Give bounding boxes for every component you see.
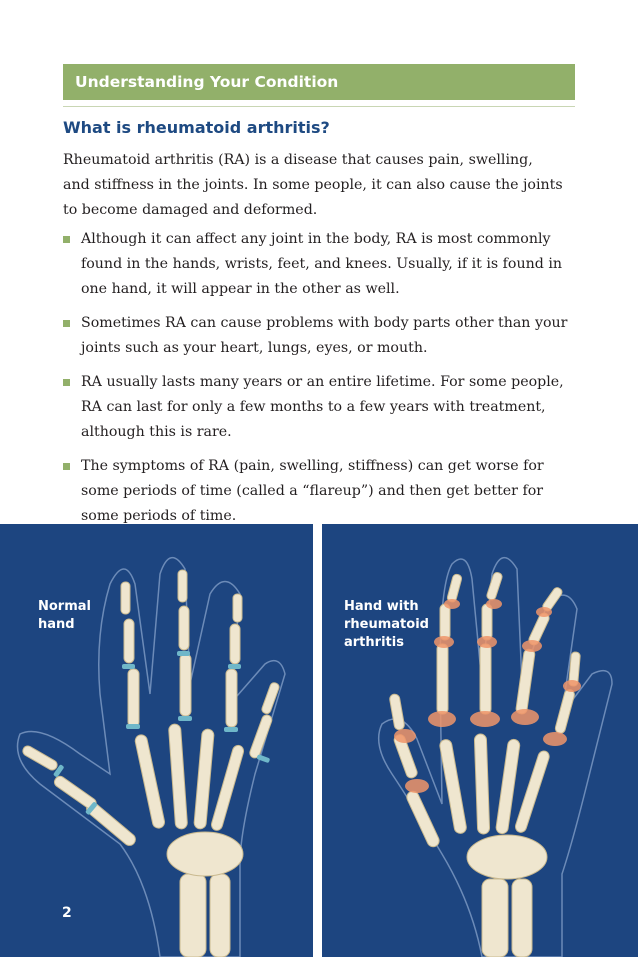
normal-hand-skeleton-illustration xyxy=(0,524,313,957)
section-header: Understanding Your Condition xyxy=(63,64,575,100)
page-number: 2 xyxy=(62,905,72,921)
bullet-item xyxy=(63,311,575,361)
page-title: What is rheumatoid arthritis? xyxy=(63,118,330,137)
intro-paragraph: Rheumatoid arthritis (RA) is a disease that causes pain, swelling, and stiffness in the joints. In some people, it can also cause the joints to become damaged and deformed. xyxy=(63,152,563,218)
square-bullet-icon xyxy=(63,320,70,327)
normal-hand-panel xyxy=(0,524,313,957)
bullet-item xyxy=(63,454,575,529)
normal-hand-label: Normal hand xyxy=(38,599,91,632)
ra-hand-label: Hand with rheumatoid arthritis xyxy=(344,599,429,650)
square-bullet-icon xyxy=(63,463,70,470)
bullet-text: The symptoms of RA (pain, swelling, stiffness) can get worse for some periods of time (called a “flareup”) and then get better for some periods of time. xyxy=(81,458,544,524)
square-bullet-icon xyxy=(63,379,70,386)
bullet-text: Sometimes RA can cause problems with body parts other than your joints such as your heart, lungs, eyes, or mouth. xyxy=(81,315,568,356)
bullet-item xyxy=(63,370,575,445)
ra-hand-skeleton-illustration xyxy=(322,524,638,957)
header-divider xyxy=(63,106,575,107)
bullet-text: RA usually lasts many years or an entire lifetime. For some people, RA can last for only a few months to a few years with treatment, although this is rare. xyxy=(81,374,564,440)
bullet-text: Although it can affect any joint in the body, RA is most commonly found in the hands, wrists, feet, and knees. Usually, if it is found in one hand, it will appear in the other as well. xyxy=(81,231,562,297)
bullet-item xyxy=(63,227,575,302)
square-bullet-icon xyxy=(63,236,70,243)
bullet-list xyxy=(63,227,575,538)
ra-hand-panel xyxy=(322,524,638,957)
